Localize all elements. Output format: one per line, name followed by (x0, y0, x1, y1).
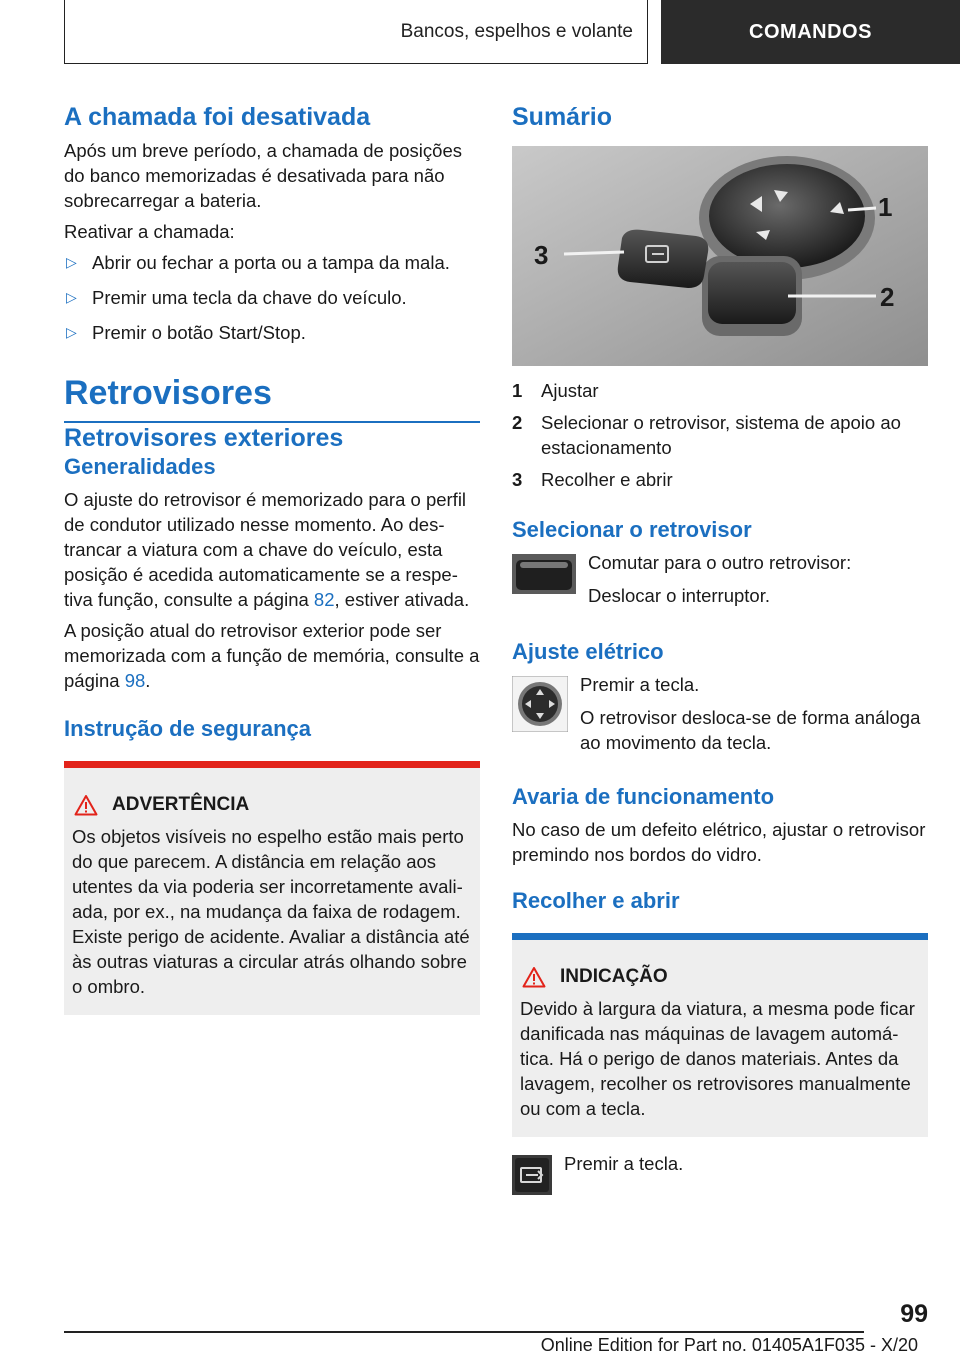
header-section-title: Bancos, espelhos e volante (64, 0, 648, 64)
select-mirror-row (512, 550, 928, 616)
general-heading: Generalidades (64, 454, 216, 479)
list-item: 1 Ajustar (512, 380, 599, 401)
exterior-mirrors-heading: Retrovisores exteriores (64, 424, 344, 452)
select-mirror-text-2: Deslocar o interruptor. (588, 585, 771, 606)
reactivate-list (64, 250, 480, 345)
notice-text: Devido à largura da viatura, a mesma pode ficar danificada nas máquinas de lavagem automática. Há o perigo de danos materiais. Antes da lavagem, recolher os retrovisores manualmente ou com a tecla. (520, 998, 915, 1119)
triangle-bullet-icon: ▷ (66, 254, 77, 270)
photo-label-3: 3 (534, 240, 549, 270)
list-item: ▷ Premir o botão Start/Stop. (66, 322, 306, 343)
page-link-82[interactable]: 82 (313, 589, 335, 610)
notice-header: INDICAÇÃO (522, 966, 920, 988)
list-item: 2 Selecionar o retrovisor, sistema de apoio ao estacionamento (512, 412, 901, 458)
footer-edition: Online Edition for Part no. 01405A1F035 - X/20 (540, 1335, 918, 1355)
photo-label-1: 1 (878, 192, 893, 222)
electric-adjust-text-2: O retrovisor desloca-se de forma análoga ao movimento da tecla. (580, 707, 921, 753)
right-column (512, 96, 928, 1195)
call-off-text: Após um breve período, a chamada de posições do banco memorizadas é desativada para não sobrecarregar a bateria. (64, 140, 462, 211)
left-column (64, 96, 480, 1015)
reactivate-label: Reativar a chamada: (64, 221, 235, 242)
select-mirror-heading: Selecionar o retrovisor (512, 517, 752, 542)
notice-box (512, 933, 928, 1137)
warning-box (64, 761, 480, 1015)
photo-label-2: 2 (880, 282, 895, 312)
electric-adjust-heading: Ajuste elétrico (512, 639, 664, 664)
warning-header: ADVERTÊNCIA (74, 794, 472, 816)
fold-mirror-button-icon (512, 1155, 552, 1195)
warning-text: Os objetos visíveis no espelho estão mais perto do que parecem. A distância em relação aos utentes da via poderia ser incorretamente avaliada, por ex., na mudança da faixa de rodagem. Existe perigo de acidente. Avaliar a distância até às outras viaturas a circular atrás olhando sobre o ombro. (72, 826, 470, 997)
mirrors-heading: Retrovisores (64, 373, 480, 423)
legend-list (512, 378, 928, 492)
general-paragraph-1: O ajuste do retrovisor é memorizado para o perfil de condutor utilizado nesse momento. Ao destrancar a viatura com a chave do veículo, esta posição é acedida automaticamente se a respetiva função, consulte a página 82, estiver ativada. (64, 489, 470, 610)
list-item: ▷ Abrir ou fechar a porta ou a tampa da mala. (66, 252, 450, 273)
summary-heading: Sumário (512, 103, 613, 131)
header-chapter-tab: COMANDOS (661, 0, 960, 64)
electric-adjust-row (512, 672, 928, 763)
direction-pad-icon (512, 676, 568, 732)
page-link-98[interactable]: 98 (124, 670, 146, 691)
page-number: 99 (900, 1300, 928, 1328)
electric-adjust-text-1: Premir a tecla. (580, 674, 700, 695)
warning-triangle-icon (522, 966, 546, 988)
triangle-bullet-icon: ▷ (66, 289, 77, 305)
malfunction-text: No caso de um defeito elétrico, ajustar o retrovisor premindo nos bordos do vidro. (512, 819, 926, 865)
list-item: ▷ Premir uma tecla da chave do veículo. (66, 287, 407, 308)
malfunction-heading: Avaria de funcionamento (512, 784, 775, 809)
safety-heading: Instrução de segurança (64, 716, 311, 741)
select-mirror-text-1: Comutar para o outro retrovisor: (588, 552, 852, 573)
fold-heading: Recolher e abrir (512, 888, 680, 913)
mirror-switch-icon (512, 554, 576, 594)
list-item: 3 Recolher e abrir (512, 469, 673, 490)
warning-triangle-icon (74, 794, 98, 816)
footer-divider (64, 1331, 864, 1333)
fold-button-text: Premir a tecla. (564, 1153, 684, 1174)
call-off-heading: A chamada foi desativada (64, 103, 371, 131)
mirror-controls-photo (512, 146, 928, 366)
general-paragraph-2: A posição atual do retrovisor exterior pode ser memorizada com a função de memória, consulte a página 98. (64, 620, 480, 691)
triangle-bullet-icon: ▷ (66, 324, 77, 340)
fold-button-row (512, 1151, 928, 1195)
